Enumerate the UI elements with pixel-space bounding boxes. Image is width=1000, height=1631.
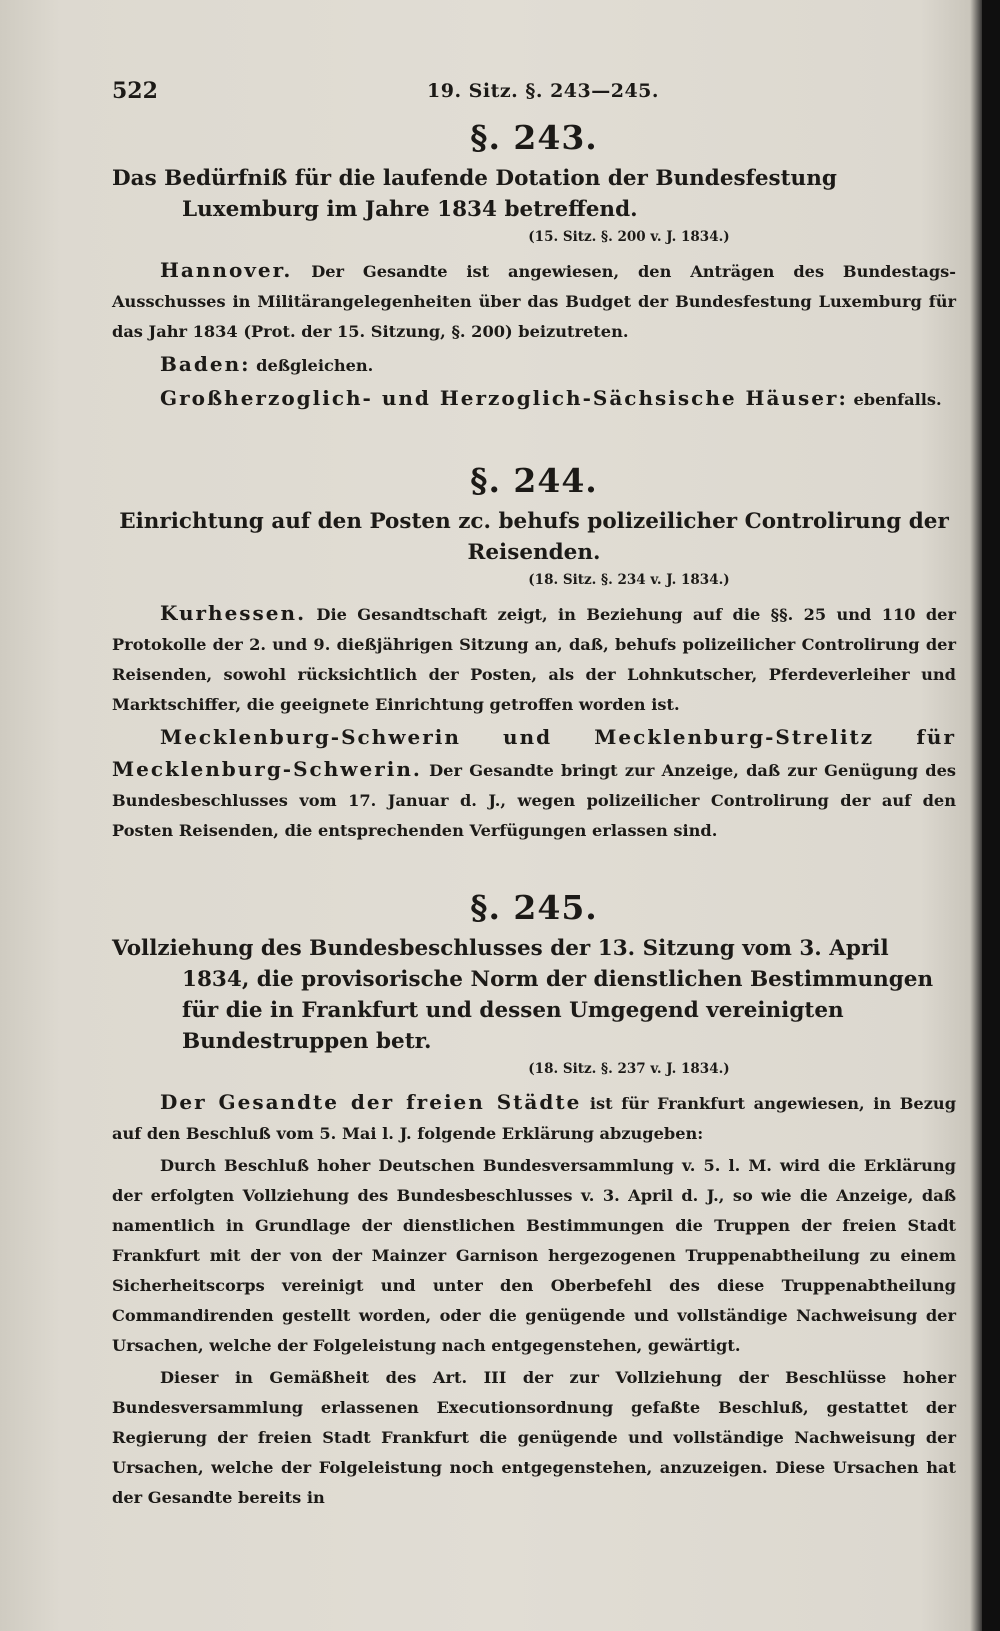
- paragraph-text: Durch Beschluß hoher Deutschen Bundesversammlung v. 5. l. M. wird die Erklärung der erfolgten Vollziehung des Bundesbeschlusses v. 3. April d. J., so wie die Anzeige, daß namentlich in Grundlage der dienstlichen Bestimmungen die Truppen der freien Stadt Frankfurt mit der von der Mainzer Garnison hergezogenen Truppenabtheilung zu einem Sicherheitscorps vereinigt und unter den Oberbefehl des diese Truppenabtheilung Commandirenden gestellt worden, oder die genügende und vollständige Nachweisung der Ursachen, welche der Folgeleistung nach entgegenstehen, gewärtigt.: [112, 1156, 956, 1355]
- paragraph-text: Der Gesandte ist angewiesen, den Anträgen des Bundestags-Ausschusses in Militärangelegenheiten über das Budget der Bundesfestung Luxemburg für das Jahr 1834 (Prot. der 15. Sitzung, §. 200) beizutreten.: [112, 262, 956, 341]
- paragraph-lead: Baden:: [160, 352, 251, 376]
- text-area: [112, 78, 956, 1515]
- paragraph-text: Die Gesandtschaft zeigt, in Beziehung auf die §§. 25 und 110 der Protokolle der 2. und 9. dießjährigen Sitzung an, daß, behufs polizeilicher Controlirung der Reisenden, sowohl rücksichtlich der Posten, als der Lohnkutscher, Pferdeverleiher und Marktschiffer, die geeignete Einrichtung getroffen worden ist.: [112, 605, 956, 714]
- section-gap: [112, 417, 956, 461]
- paragraph-text: Dieser in Gemäßheit des Art. III der zur Vollziehung der Beschlüsse hoher Bundesversammlung erlassenen Executionsordnung gefaßte Beschluß, gestattet der Regierung der freien Stadt Frankfurt die genügende und vollständige Nachweisung der Ursachen, welche der Folgeleistung noch entgegenstehen, anzuzeigen. Diese Ursachen hat der Gesandte bereits in: [112, 1368, 956, 1507]
- paragraph: [112, 1363, 956, 1513]
- running-head: [112, 78, 956, 118]
- paragraph: [112, 255, 956, 347]
- section-reference: (18. Sitz. §. 234 v. J. 1834.): [528, 572, 730, 588]
- section-reference: (15. Sitz. §. 200 v. J. 1834.): [528, 229, 730, 245]
- paragraph: [112, 383, 956, 415]
- page-number: 522: [112, 78, 158, 104]
- section-gap: [112, 848, 956, 888]
- paragraph: [112, 598, 956, 720]
- section-243: [112, 118, 956, 415]
- section-title: Einrichtung auf den Posten zc. behufs polizeilicher Controlirung der Reisenden.: [119, 509, 949, 565]
- section-reference: (18. Sitz. §. 237 v. J. 1834.): [528, 1061, 730, 1077]
- paragraph-text: deßgleichen.: [256, 356, 374, 375]
- section-title: Das Bedürfniß für die laufende Dotation der Bundesfestung Luxemburg im Jahre 1834 betreffend.: [112, 166, 837, 222]
- paragraph: [112, 1151, 956, 1361]
- paragraph-lead: Der Gesandte der freien Städte: [160, 1090, 582, 1114]
- running-title: 19. Sitz. §. 243—245.: [427, 80, 660, 102]
- paragraph-lead: Mecklenburg-Schwerin und Mecklenburg-Strelitz für Mecklenburg-Schwerin.: [112, 725, 956, 781]
- paragraph-text: Der Gesandte bringt zur Anzeige, daß zur Genügung des Bundesbeschlusses vom 17. Januar d. J., wegen polizeilicher Controlirung der auf den Posten Reisenden, die entsprechenden Verfügungen erlassen sind.: [112, 761, 956, 840]
- paragraph-text: ist für Frankfurt angewiesen, in Bezug auf den Beschluß vom 5. Mai l. J. folgende Erklärung abzugeben:: [112, 1094, 957, 1143]
- section-heading: §. 244.: [470, 461, 598, 500]
- section-244: [112, 461, 956, 846]
- paragraph-lead: Kurhessen.: [160, 601, 307, 625]
- paragraph-lead: Großherzoglich- und Herzoglich-Sächsische Häuser:: [160, 386, 848, 410]
- paragraph: [112, 1087, 956, 1149]
- paragraph-text: ebenfalls.: [853, 390, 942, 409]
- section-heading: §. 245.: [470, 888, 598, 927]
- section-title: Vollziehung des Bundesbeschlusses der 13. Sitzung vom 3. April 1834, die provisorische Norm der dienstlichen Bestimmungen für die in Frankfurt und dessen Umgegend vereinigten Bundestruppen betr.: [112, 936, 934, 1054]
- paragraph: [112, 349, 956, 381]
- scan-edge: [982, 0, 1000, 1631]
- section-heading: §. 243.: [470, 118, 598, 157]
- section-245: [112, 888, 956, 1513]
- paragraph: [112, 722, 956, 846]
- paragraph-lead: Hannover.: [160, 258, 293, 282]
